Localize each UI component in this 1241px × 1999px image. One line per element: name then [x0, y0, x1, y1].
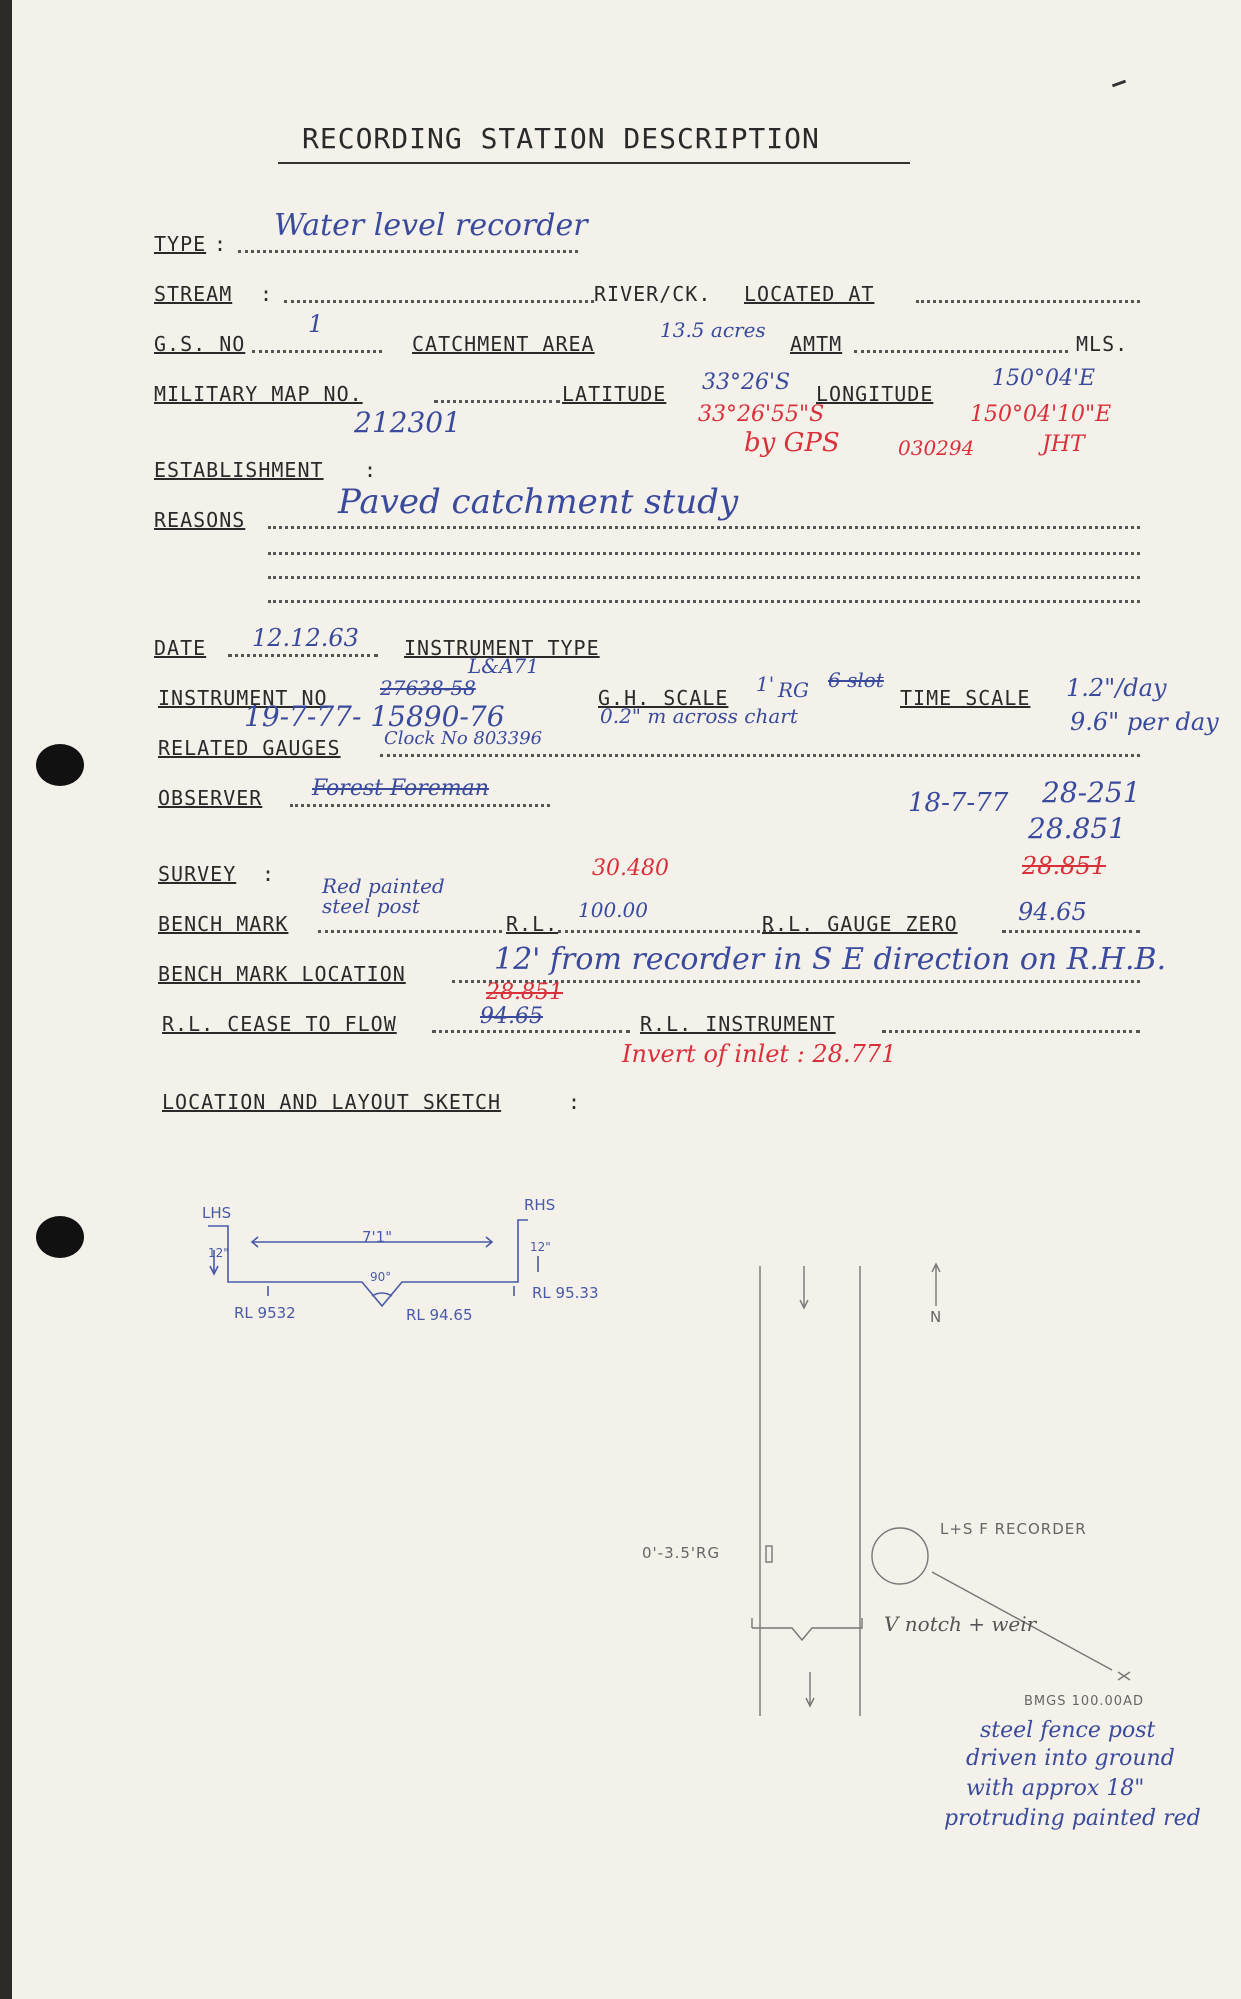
observer-label: OBSERVER: [158, 786, 263, 810]
gh-scale-struck: 6 slot: [828, 668, 884, 692]
time-scale-entry-2: 9.6" per day: [1070, 708, 1219, 736]
bench-mark-entry: Red painted steel post: [322, 874, 445, 918]
rl-gauge-zero-label: R.L. GAUGE ZERO: [762, 912, 958, 936]
sketch-angle-label: 90°: [370, 1270, 392, 1284]
instrument-no-new: 19-7-77- 15890-76: [244, 700, 505, 733]
observer-value-1: 28-251: [1042, 776, 1141, 809]
amtm-label: AMTM: [790, 332, 843, 356]
bm-note-1: steel fence post: [980, 1718, 1156, 1743]
related-gauges-label: RELATED GAUGES: [158, 736, 341, 760]
establishment-label: ESTABLISHMENT: [154, 458, 324, 482]
catchment-area-entry: 13.5 acres: [660, 318, 766, 342]
rl-label: R.L.: [506, 912, 559, 936]
observer-value-2: 28.851: [1028, 812, 1126, 845]
bench-mark-location-entry: 12' from recorder in S E direction on R.H.B.: [494, 942, 1167, 977]
gh-scale-note: 0.2" m across chart: [600, 704, 798, 728]
clock-no-entry: Clock No 803396: [384, 728, 543, 749]
gh-scale-rg: RG: [778, 678, 810, 702]
date-entry: 12.12.63: [252, 624, 359, 652]
sketch-rl-left: RL 9532: [234, 1304, 296, 1322]
bm-note-3: with approx 18": [966, 1776, 1145, 1801]
mls-label: MLS.: [1076, 332, 1129, 356]
time-scale-entry-1: 1.2"/day: [1066, 674, 1167, 702]
military-map-entry: 212301: [354, 406, 461, 439]
gs-no-entry: 1: [308, 310, 324, 338]
survey-struck: 28.851: [1022, 852, 1106, 880]
instrument-no-above: L&A71: [468, 654, 539, 678]
type-entry: Water level recorder: [274, 208, 588, 243]
sketch-rl-right: RL 95.33: [532, 1284, 599, 1302]
v-notch-label: V notch + weir: [884, 1612, 1037, 1636]
bench-mark-location-label: BENCH MARK LOCATION: [158, 962, 406, 986]
sketch-lhs-label: LHS: [202, 1204, 232, 1222]
time-scale-label: TIME SCALE: [900, 686, 1031, 710]
gps-date: 030294: [898, 436, 975, 460]
survey-label: SURVEY: [158, 862, 237, 886]
sketch-rhs-height: 12": [530, 1240, 551, 1254]
instrument-no-label: INSTRUMENT NO: [158, 686, 328, 710]
stream-label: STREAM: [154, 282, 233, 306]
rl-cease-red: 28.851: [486, 980, 563, 1005]
river-ck-label: RIVER/CK.: [594, 282, 712, 306]
reasons-entry: Paved catchment study: [338, 482, 739, 522]
gh-scale-label: G.H. SCALE: [598, 686, 729, 710]
gps-initials: JHT: [1042, 432, 1085, 457]
invert-note: Invert of inlet : 28.771: [622, 1040, 897, 1068]
instrument-type-label: INSTRUMENT TYPE: [404, 636, 600, 660]
form-sheet: RECORDING STATION DESCRIPTION TYPE : Water level recorder STREAM : RIVER/CK. LOCATED AT G.S. NO 1 CATCHMENT AREA 13.5 acres AMTM MLS. MILITARY MAP NO. LATITUDE 33°26'S LONGITUDE 150°04'E 212301 33°26'55"S 150°04'10"E by GPS 030294 JHT ESTABLISHMENT : REASONS Paved catchment study DATE 12.12.63 INSTRUMENT TYPE L&A71 INSTRUMENT NO 27638-58 19-7-77- 15890-76 G.H. SCALE 1' RG 6 slot 0.2" m across chart TIME SCALE 1.2"/day 9.6" per day RELATED GAUGES Clock No 803396 OBSERVER Forest Foreman 18-7-77 28-251 28.851 SURVEY : 28.851 30.480 BENCH MARK Red painted steel post R.L. 100.00 R.L. GAUGE ZERO 94.65 BENCH MARK LOCATION 12' from recorder in S E direction on R.H.B. R.L. CEASE TO FLOW 28.851 94.65 R.L. INSTRUMENT Invert of inlet : 28.771 LOCATION AND LAYOUT SKETCH : LHS RHS 7'1" 12" 12" 90° RL 9532 RL 94.65 RL 95.33 N 0'-3.5'RG L+S F RECORDER V notch + weir BMGS 100.00AD steel fence post driven into ground with approx 18" protruding painted red: [12, 0, 1241, 1999]
longitude-gps: 150°04'10"E: [970, 402, 1112, 427]
longitude-entry: 150°04'E: [992, 366, 1096, 391]
catchment-area-label: CATCHMENT AREA: [412, 332, 595, 356]
observer-struck: Forest Foreman: [312, 776, 489, 801]
latitude-gps: 33°26'55"S: [698, 402, 825, 427]
plan-view-drawing: [752, 1264, 1130, 1716]
rl-cease-struck: 94.65: [480, 1004, 543, 1029]
type-label: TYPE: [154, 232, 207, 256]
sketch-width-label: 7'1": [362, 1228, 393, 1246]
bm-label: BMGS 100.00AD: [1024, 1694, 1144, 1709]
bench-mark-label: BENCH MARK: [158, 912, 289, 936]
rl-cease-label: R.L. CEASE TO FLOW: [162, 1012, 397, 1036]
survey-red-value: 30.480: [592, 856, 669, 881]
sketch-rhs-label: RHS: [524, 1196, 556, 1214]
gps-note: by GPS: [744, 428, 840, 458]
gauge-label: 0'-3.5'RG: [642, 1544, 721, 1562]
rl-entry: 100.00: [578, 898, 648, 922]
north-arrow-label: N: [930, 1308, 943, 1326]
gs-no-label: G.S. NO: [154, 332, 246, 356]
gh-scale-prefix: 1': [756, 672, 775, 696]
form-title: RECORDING STATION DESCRIPTION: [302, 122, 820, 155]
rl-gauge-zero-entry: 94.65: [1018, 898, 1087, 926]
located-at-label: LOCATED AT: [744, 282, 875, 306]
rl-instrument-label: R.L. INSTRUMENT: [640, 1012, 836, 1036]
longitude-label: LONGITUDE: [816, 382, 934, 406]
latitude-label: LATITUDE: [562, 382, 667, 406]
military-map-label: MILITARY MAP NO.: [154, 382, 363, 406]
bm-note-4: protruding painted red: [944, 1806, 1201, 1831]
reasons-label: REASONS: [154, 508, 246, 532]
latitude-entry: 33°26'S: [702, 370, 791, 395]
instrument-no-struck: 27638-58: [380, 676, 476, 700]
date-label: DATE: [154, 636, 207, 660]
sketch-lhs-height: 12": [208, 1246, 229, 1260]
location-sketch-label: LOCATION AND LAYOUT SKETCH: [162, 1090, 502, 1114]
observer-date: 18-7-77: [908, 788, 1009, 818]
recorder-label: L+S F RECORDER: [940, 1520, 1087, 1538]
bm-note-2: driven into ground: [966, 1746, 1175, 1771]
sketch-rl-notch: RL 94.65: [406, 1306, 473, 1324]
